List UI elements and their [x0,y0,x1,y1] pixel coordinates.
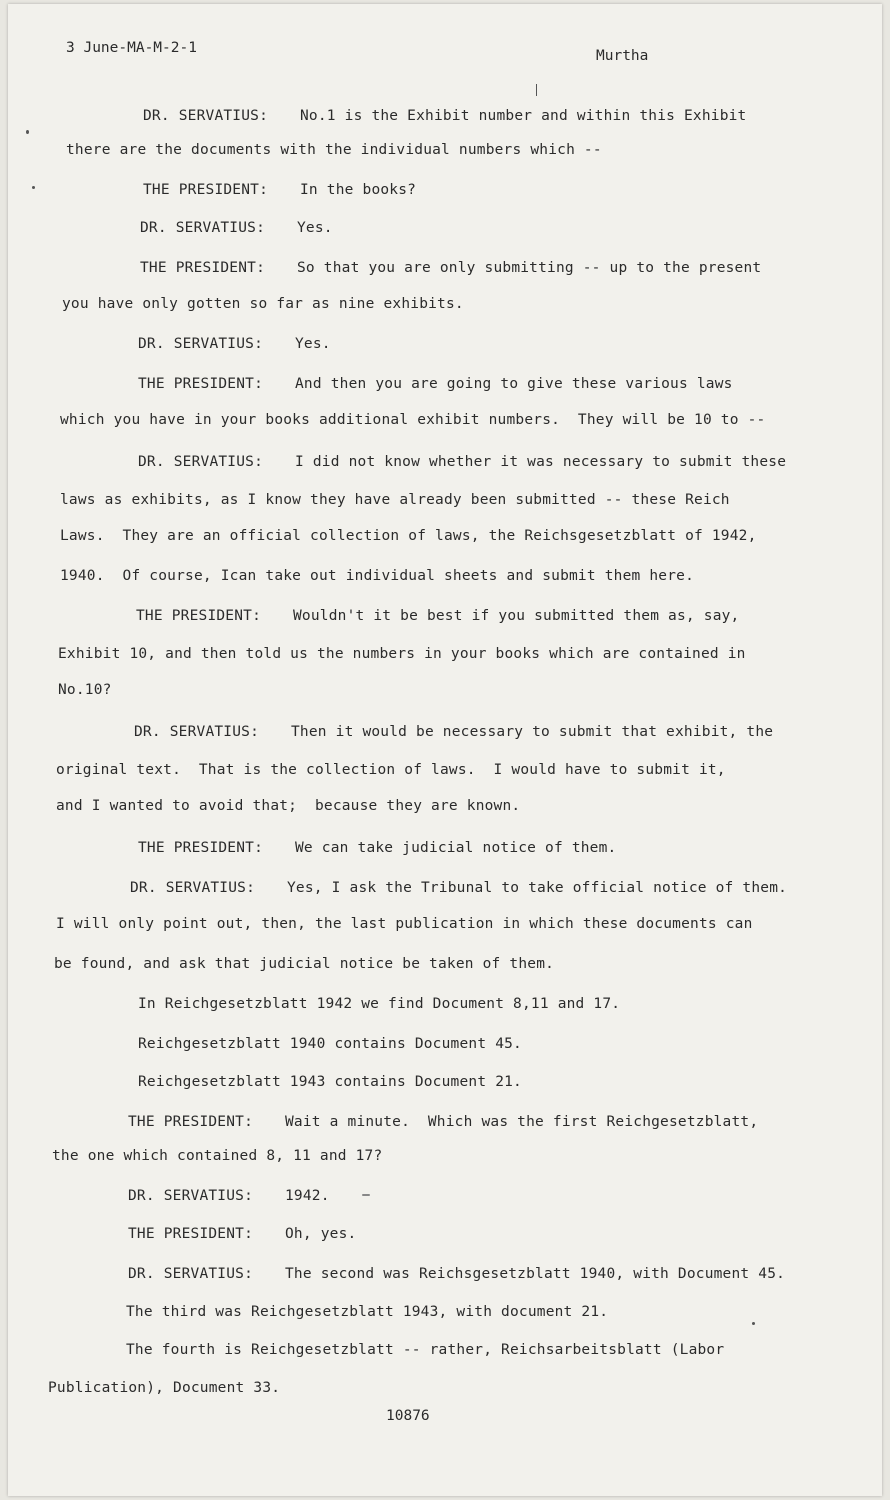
transcript-text: In the books? [300,182,417,198]
transcript-text: No.1 is the Exhibit number and within this Exhibit [300,108,747,124]
transcript-text: Reichgesetzblatt 1943 contains Document 21. [138,1074,522,1090]
transcript-text: Exhibit 10, and then told us the numbers in your books which are contained in [58,646,746,662]
transcript-line [66,140,602,160]
transcript-line [134,722,773,742]
transcript-text: be found, and ask that judicial notice be taken of them. [54,956,555,972]
transcript-line [138,838,616,858]
transcript-line [140,258,761,278]
transcript-text: original text. That is the collection of laws. I would have to submit it, [56,762,726,778]
transcript-line [126,1340,724,1360]
paper-speck [752,1322,755,1325]
transcript-line [60,490,730,510]
transcript-line [128,1186,330,1206]
transcript-text: Yes. [295,336,331,352]
transcript-line [138,1034,522,1054]
transcript-line [138,374,733,394]
transcript-text: Reichgesetzblatt 1940 contains Document 45. [138,1036,522,1052]
transcript-line [130,878,787,898]
speaker-label: DR. SERVATIUS: [143,108,269,124]
transcript-text: I will only point out, then, the last publication in which these documents can [56,916,753,932]
transcript-text: the one which contained 8, 11 and 17? [52,1148,383,1164]
speaker-label: THE PRESIDENT: [140,260,266,276]
page-number: 10876 [386,1408,430,1424]
transcript-text: Oh, yes. [285,1226,357,1242]
transcript-line [143,106,747,126]
transcript-line [58,644,746,664]
speaker-label: THE PRESIDENT: [138,840,264,856]
transcript-text: So that you are only submitting -- up to the present [297,260,762,276]
transcript-text: 1942. [285,1188,330,1204]
transcript-text: there are the documents with the individual numbers which -- [66,142,602,158]
transcript-text: Then it would be necessary to submit that exhibit, the [291,724,774,740]
speaker-label: THE PRESIDENT: [136,608,262,624]
transcript-line [56,760,726,780]
speaker-label: DR. SERVATIUS: [138,454,264,470]
speaker-label: DR. SERVATIUS: [128,1188,254,1204]
speaker-label: THE PRESIDENT: [143,182,269,198]
transcript-text: 1940. Of course, Ican take out individual sheets and submit them here. [60,568,695,584]
transcript-line [138,1072,522,1092]
transcript-text: which you have in your books additional exhibit numbers. They will be 10 to -- [60,412,766,428]
transcript-line [54,954,554,974]
transcript-line [58,680,112,700]
speaker-label: THE PRESIDENT: [128,1114,254,1130]
transcript-line [143,180,416,200]
transcript-line [48,1378,280,1398]
transcript-text: The third was Reichgesetzblatt 1943, with document 21. [126,1304,609,1320]
transcript-line [62,294,464,314]
speaker-label: THE PRESIDENT: [128,1226,254,1242]
transcript-line [60,566,694,586]
transcript-line [60,526,757,546]
speaker-label: DR. SERVATIUS: [128,1266,254,1282]
transcript-text: In Reichgesetzblatt 1942 we find Document 8,11 and 17. [138,996,621,1012]
document-page [8,4,882,1496]
transcript-line [136,606,740,626]
transcript-line [138,994,620,1014]
transcript-text: Publication), Document 33. [48,1380,281,1396]
transcript-line [138,334,331,354]
document-reference: 3 June-MA-M-2-1 [66,40,197,56]
transcript-text: Laws. They are an official collection of laws, the Reichsgesetzblatt of 1942, [60,528,757,544]
transcript-line [138,452,786,472]
paper-speck [32,186,35,189]
speaker-label: DR. SERVATIUS: [138,336,264,352]
transcript-line [128,1264,785,1284]
transcript-text: Yes. [297,220,333,236]
paper-speck [26,130,29,134]
transcript-text: Wouldn't it be best if you submitted them as, say, [293,608,740,624]
paper-speck [362,1194,370,1196]
transcript-line [56,796,520,816]
transcript-line [56,914,753,934]
transcript-text: And then you are going to give these various laws [295,376,733,392]
transcript-text: Yes, I ask the Tribunal to take official notice of them. [287,880,788,896]
reporter-name: Murtha [596,48,649,64]
paper-speck [536,84,537,96]
transcript-text: The second was Reichsgesetzblatt 1940, with Document 45. [285,1266,786,1282]
transcript-line [128,1224,356,1244]
transcript-line [52,1146,382,1166]
speaker-label: DR. SERVATIUS: [130,880,256,896]
speaker-label: DR. SERVATIUS: [134,724,260,740]
transcript-line [60,410,765,430]
transcript-text: I did not know whether it was necessary to submit these [295,454,787,470]
transcript-text: The fourth is Reichgesetzblatt -- rather, Reichsarbeitsblatt (Labor [126,1342,725,1358]
transcript-line [126,1302,608,1322]
transcript-text: and I wanted to avoid that; because they are known. [56,798,521,814]
speaker-label: THE PRESIDENT: [138,376,264,392]
transcript-line [140,218,333,238]
transcript-line [128,1112,758,1132]
transcript-text: Wait a minute. Which was the first Reichgesetzblatt, [285,1114,759,1130]
transcript-text: No.10? [58,682,112,698]
transcript-text: We can take judicial notice of them. [295,840,617,856]
transcript-text: laws as exhibits, as I know they have already been submitted -- these Reich [60,492,730,508]
speaker-label: DR. SERVATIUS: [140,220,266,236]
transcript-text: you have only gotten so far as nine exhibits. [62,296,464,312]
